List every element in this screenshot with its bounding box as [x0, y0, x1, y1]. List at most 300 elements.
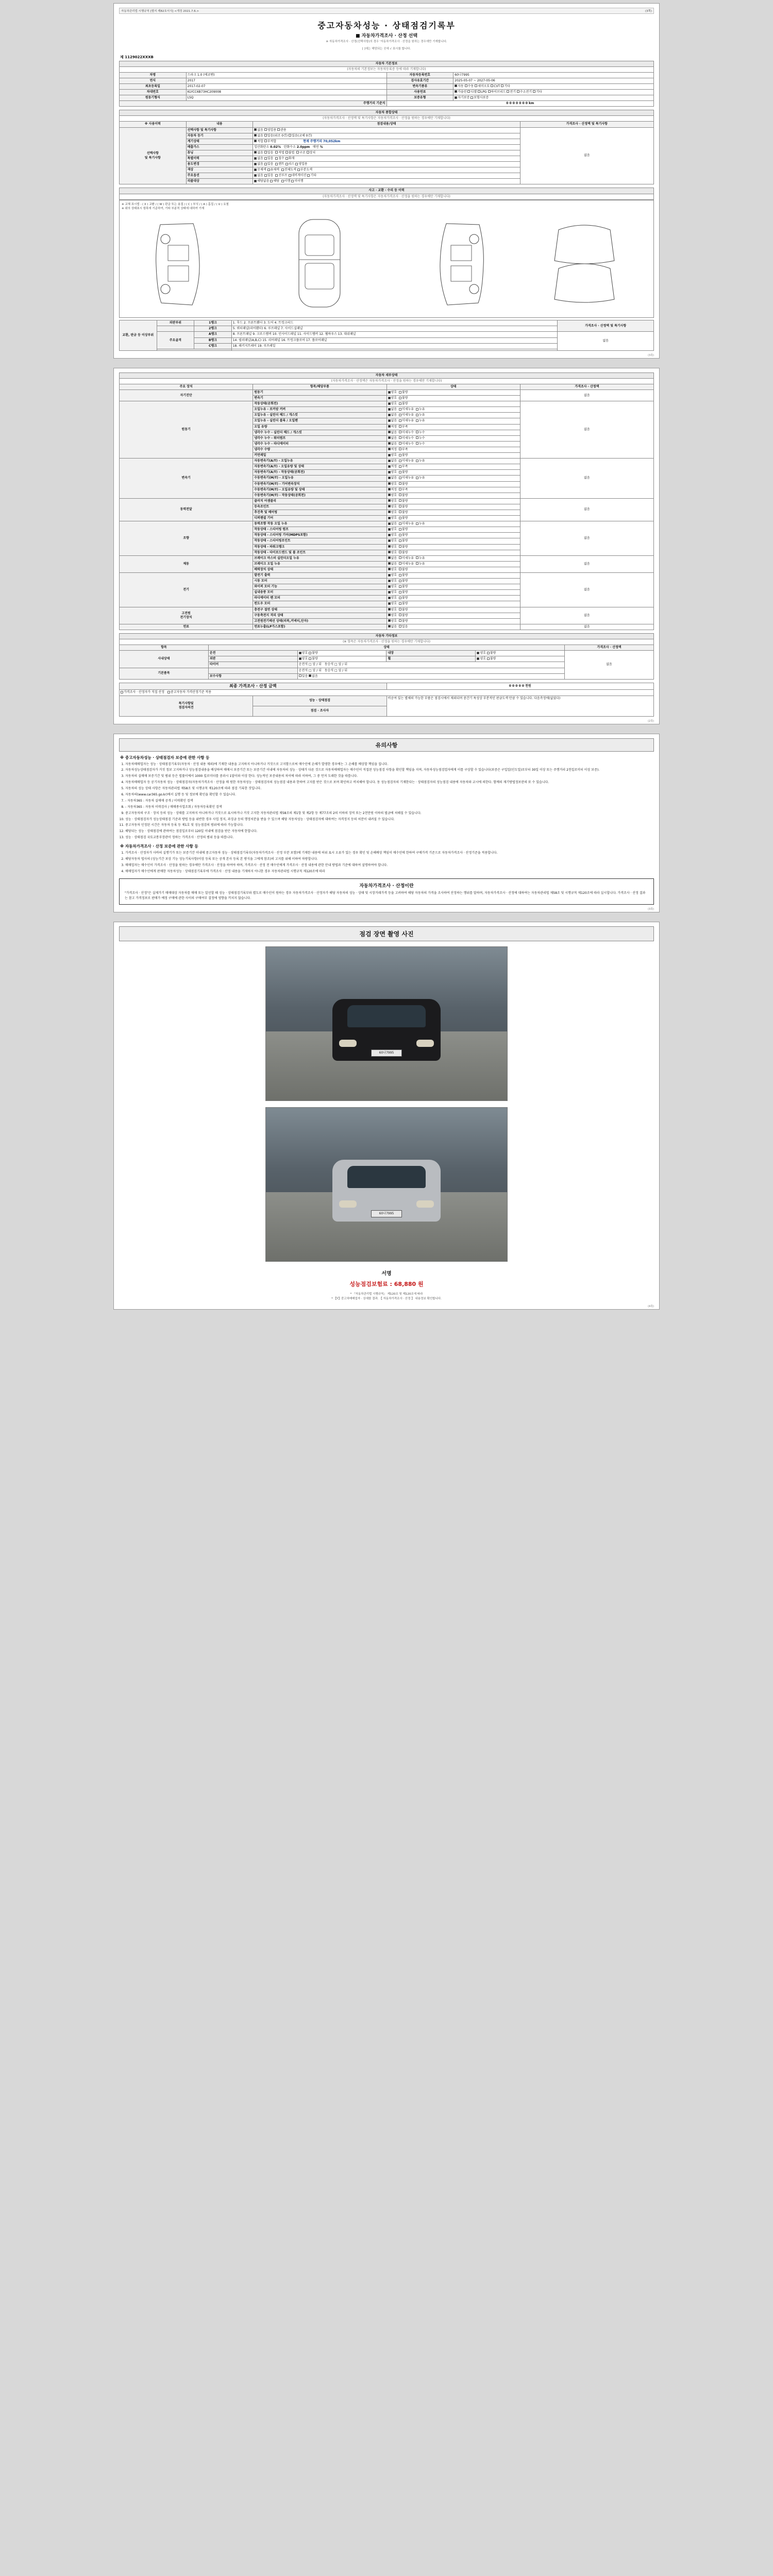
overall-value-special[interactable]: 없음 있음 침수 화재 — [253, 156, 520, 162]
detail-item-options[interactable]: 적정 부족 — [386, 424, 520, 430]
detail-item-options[interactable]: 양호 불량 — [386, 584, 520, 590]
checkbox-4-3-0[interactable] — [388, 539, 391, 542]
checkbox-tuning-structure[interactable] — [296, 151, 299, 154]
overall-value-usechange[interactable]: 없음 있음 렌트 리스 영업용 — [253, 162, 520, 167]
overall-value-cluster[interactable]: 적합 부적합 현재 주행거리 70,052km — [253, 139, 520, 144]
detail-group-note: 없음 — [520, 624, 653, 630]
checkbox-4-2-0[interactable] — [388, 534, 391, 536]
photo-car-rear — [332, 1160, 441, 1222]
detail-item-label: 수동변속기(M/T) - 오일유량 및 상태 — [253, 487, 386, 493]
checkbox-7-2-1[interactable] — [399, 619, 401, 622]
checkbox-4-0-2[interactable] — [416, 522, 418, 525]
checkbox-5-1-0[interactable] — [388, 562, 391, 565]
other-sub-basic — [208, 668, 297, 673]
checkbox-1-5-2[interactable] — [416, 431, 418, 433]
overall-item-emission: 배출가스 — [186, 144, 253, 150]
page-1 — [113, 3, 660, 359]
checkbox-usechange-yes[interactable] — [264, 163, 267, 165]
checkbox-1-9-1[interactable] — [399, 454, 401, 456]
checkbox-repair-no[interactable] — [309, 674, 311, 677]
checkbox-color-chromatic[interactable] — [267, 168, 270, 171]
cross-label-outer: 외판부위 — [157, 320, 194, 326]
checkbox-color-achromatic[interactable] — [254, 168, 257, 171]
overall-value-emission: 일산화탄소 0.02% 탄화수소 2.0ppm 매연 % — [253, 144, 520, 150]
checkbox-special-flood[interactable] — [275, 157, 278, 160]
detail-item-options[interactable]: 없음 미세누유 누유 — [386, 418, 520, 424]
emission-smoke-value: % — [320, 145, 323, 149]
detail-group-label: 조향 — [120, 521, 253, 556]
checkbox-tuning-device[interactable] — [307, 151, 309, 154]
overall-rowlabel-select: 선택사항 및 특기사항 — [120, 127, 187, 184]
checkbox-4-4-1[interactable] — [399, 545, 401, 548]
checkbox-6-3-0[interactable] — [388, 591, 391, 594]
detail-item-options[interactable]: 양호 불량 — [386, 538, 520, 544]
notice-item: 8. - 자동차365 : 자동차 이력검사 / 매매종사업조회 / 자동차등록확인 검색 — [125, 805, 654, 810]
accident-legend-2: ※ 위의 상태표시 항목에 기준하여, 기타 부분적 상태에 대하여 기재 — [122, 207, 205, 211]
checkbox-exterior-bad[interactable] — [309, 657, 311, 660]
detail-item-options[interactable]: 양호 불량 — [386, 527, 520, 533]
detail-item-options[interactable]: 양호 불량 — [386, 579, 520, 584]
checkbox-special-yes[interactable] — [264, 157, 267, 160]
checkbox-1-3-0[interactable] — [388, 419, 391, 422]
checkbox-3-3-1[interactable] — [399, 517, 401, 519]
checkbox-1-5-0[interactable] — [388, 431, 391, 433]
detail-item-label: 브레이크 오일 누유 — [253, 561, 386, 567]
detail-item-options[interactable]: 양호 불량 — [386, 601, 520, 607]
detail-item-options[interactable]: 양호 불량 — [386, 516, 520, 521]
overall-item-options: 주요옵션 — [186, 173, 253, 179]
checkbox-2-3-2[interactable] — [416, 477, 418, 479]
checkbox-4-3-1[interactable] — [399, 539, 401, 542]
detail-item-options[interactable]: 양호 불량 — [386, 510, 520, 515]
basic-section-sub: (자동차의 기본정보는 자동차등록증 등에 따라 기재합니다) — [120, 66, 654, 72]
checkbox-0-1-1[interactable] — [399, 397, 401, 399]
checkbox-4-5-1[interactable] — [399, 551, 401, 553]
checkbox-color-partpaint[interactable] — [297, 168, 300, 171]
checkbox-estimate-standard[interactable] — [167, 691, 170, 693]
detail-item-options[interactable]: 양호 불량 — [386, 533, 520, 538]
other-sub-tire: 타이어 — [208, 662, 297, 668]
overall-value-registration[interactable]: 없음 있음(위조 0건) 있음(교체 0건) — [253, 133, 520, 139]
other-value-driving[interactable]: 양호 불량 — [297, 651, 386, 656]
detail-item-options[interactable]: 없음 미세누수 누수 — [386, 441, 520, 447]
detail-item-label: 윈도우 모터 — [253, 601, 386, 607]
document-number-value: 1129022XXXB — [125, 55, 154, 59]
detail-item-options[interactable]: 양호 불량 — [386, 504, 520, 510]
checkbox-transmission-cvt[interactable] — [491, 84, 493, 87]
checkbox-recall-notdone[interactable] — [291, 180, 294, 182]
checkbox-usechange-commercial[interactable] — [295, 163, 298, 165]
detail-item-options[interactable]: 없음 미세누수 누수 — [386, 435, 520, 441]
checkbox-2-2-1[interactable] — [399, 471, 401, 473]
checkbox-tuning-legal[interactable] — [275, 151, 278, 154]
overall-section-sub: (자동차가격조사 · 산정액 및 특기사항은 자동차가격조사 · 산정을 원하는 경우에만 기재합니다) — [120, 116, 654, 122]
checkbox-2-3-0[interactable] — [388, 477, 391, 479]
checkbox-tuning-none[interactable] — [254, 151, 257, 154]
page3-footer: (3쪽) — [648, 908, 654, 911]
page-number: (3쪽) — [645, 10, 652, 13]
label-carname: 차명 — [120, 72, 187, 78]
signature-label: 서명 — [381, 1271, 392, 1277]
checkbox-special-fire[interactable] — [285, 157, 288, 160]
detail-item-options[interactable]: 양호 불량 — [386, 396, 520, 401]
overall-item-usage: 선택사항 및 특기사항 — [186, 127, 253, 133]
detail-item-options[interactable]: 없음 미세누유 누유 — [386, 413, 520, 418]
checkbox-2-2-0[interactable] — [388, 471, 391, 473]
overall-value-tuning[interactable]: 없음 있음 적법 불법 구조 장치 — [253, 150, 520, 156]
page-subtitle: ■ 자동차가격조사 · 산정 선택 — [355, 33, 418, 39]
checkbox-6-5-1[interactable] — [399, 602, 401, 605]
photo-headlamp-right — [416, 1040, 434, 1047]
checkbox-1-6-2[interactable] — [416, 436, 418, 439]
other-value-repair[interactable]: 있음 없음 — [297, 673, 564, 679]
form-header-bar — [119, 8, 654, 14]
page-3 — [113, 734, 660, 913]
checkbox-1-5-1[interactable] — [399, 431, 401, 433]
checkbox-5-1-2[interactable] — [416, 562, 418, 565]
detail-row — [120, 390, 654, 396]
detail-item-options[interactable]: 없음 미세누수 누수 — [386, 430, 520, 435]
checkbox-usechange-none[interactable] — [254, 163, 257, 165]
overall-item-special: 특별이력 — [186, 156, 253, 162]
checkbox-usechange-lease[interactable] — [285, 163, 288, 165]
checkbox-4-0-1[interactable] — [399, 522, 401, 525]
checkbox-warranty-self[interactable] — [455, 96, 457, 99]
checkbox-options-sunroof[interactable] — [275, 174, 278, 177]
checkbox-1-2-2[interactable] — [416, 414, 418, 416]
detail-item-options[interactable]: 양호 불량 — [386, 613, 520, 618]
checkbox-driving-good[interactable] — [299, 652, 301, 654]
odometer-highlight: 현재 주행거리 70,052km — [303, 139, 341, 143]
detail-item-label: 오일누유 - 실린더 헤드 / 개스킷 — [253, 413, 386, 418]
checkbox-5-2-1[interactable] — [399, 568, 401, 570]
checkbox-5-0-1[interactable] — [399, 556, 401, 559]
checkbox-7-0-0[interactable] — [388, 608, 391, 611]
detail-item-label: 구동축전지 격리 상태 — [253, 613, 386, 618]
detail-item-options[interactable]: 없음 있음 — [386, 624, 520, 630]
checkbox-fuel-etc[interactable] — [533, 90, 535, 93]
checkbox-fuel-hydrogen[interactable] — [517, 90, 519, 93]
detail-item-options[interactable]: 양호 불량 — [386, 470, 520, 476]
checkbox-4-4-0[interactable] — [388, 545, 391, 548]
checkbox-estimate-direct[interactable] — [121, 691, 123, 693]
checkbox-4-0-0[interactable] — [388, 522, 391, 525]
other-value-interior[interactable]: 양호 불량 — [476, 651, 565, 656]
checkbox-1-8-0[interactable] — [388, 448, 391, 450]
other-value-exterior[interactable]: 양호 불량 — [297, 656, 386, 662]
checkbox-options-yes[interactable] — [264, 174, 267, 177]
checkbox-1-2-1[interactable] — [399, 414, 401, 416]
checkbox-5-2-0[interactable] — [388, 568, 391, 570]
checkbox-2-0-0[interactable] — [388, 460, 391, 462]
checkbox-fuel-gasoline[interactable] — [455, 90, 457, 93]
detail-item-options[interactable]: 양호 불량 — [386, 453, 520, 459]
checkbox-recall-yes[interactable] — [270, 180, 273, 182]
detail-item-options[interactable]: 양호 불량 — [386, 481, 520, 487]
checkbox-6-2-1[interactable] — [399, 585, 401, 588]
checkbox-4-5-0[interactable] — [388, 551, 391, 553]
detail-item-options[interactable]: 양호 불량 — [386, 590, 520, 596]
detail-head-0: 주요 장치 — [120, 384, 253, 389]
detail-item-options[interactable]: 양호 불량 — [386, 493, 520, 498]
detail-row — [120, 624, 654, 630]
label-first-reg: 최초등록일 — [120, 83, 187, 89]
checkbox-6-3-1[interactable] — [399, 591, 401, 594]
checkbox-3-3-0[interactable] — [388, 517, 391, 519]
accident-history-table — [119, 188, 654, 199]
checkbox-3-0-0[interactable] — [388, 499, 391, 502]
checkbox-7-1-1[interactable] — [399, 614, 401, 616]
detail-group-label: 자기진단 — [120, 390, 253, 401]
overall-value-usage[interactable]: 없음 영업용 관용 — [253, 127, 520, 133]
notice-item: 1. 가격조사 · 산정자가 사바의 실행기가 또는 보증기간 이내에 중고자동차 성능 · 상태점검기록부(자동차가격조사 · 산정 부분 포함)에 기재한 내용에 허위 표시 오류가 있는 경우 확인 및 손해배상 책임이 매수인에 한하여 구매가격 기준으로 자동차가격조사 · 산정기준을 적용합니다. — [125, 851, 654, 856]
checkbox-options-navigation[interactable] — [289, 174, 291, 177]
checkbox-1-9-0[interactable] — [388, 454, 391, 456]
checkbox-3-2-1[interactable] — [399, 511, 401, 513]
detail-item-options[interactable]: 없음 미세누유 누유 — [386, 521, 520, 527]
checkbox-fuel-lpg[interactable] — [478, 90, 480, 93]
checkbox-2-6-1[interactable] — [399, 494, 401, 496]
checkbox-6-1-0[interactable] — [388, 580, 391, 582]
detail-item-label: 클러치 어셈블리 — [253, 498, 386, 504]
detail-item-options[interactable]: 없음 미세누유 누유 — [386, 555, 520, 561]
checkbox-6-0-0[interactable] — [388, 574, 391, 577]
checkbox-1-3-2[interactable] — [416, 419, 418, 422]
checkbox-2-6-0[interactable] — [388, 494, 391, 496]
checkbox-5-0-2[interactable] — [416, 556, 418, 559]
value-warranty[interactable]: 자기보증 보험사보증 — [453, 95, 654, 101]
overall-value-color[interactable]: 무채색 유채색 전체도색 부분도색 — [253, 167, 520, 173]
car-diagram-right-side — [412, 214, 490, 312]
checkbox-1-4-0[interactable] — [388, 425, 391, 428]
other-sub-interior: 내장 — [386, 651, 476, 656]
checkbox-tuning-yes[interactable] — [264, 151, 267, 154]
page-title: 중고자동차성능 · 상태점검기록부 — [317, 21, 456, 30]
emission-hc-value: 2.0ppm — [296, 145, 310, 149]
checkbox-recall-done[interactable] — [281, 180, 284, 182]
page1-footer: (3쪽) — [648, 353, 654, 357]
checkbox-options-etc[interactable] — [307, 174, 310, 177]
other-sub-wheel: 휠 — [386, 656, 476, 662]
detail-item-options[interactable]: 없음 미세누유 누유 — [386, 561, 520, 567]
checkbox-2-1-0[interactable] — [388, 465, 391, 468]
checkbox-special-none[interactable] — [254, 157, 257, 160]
checkbox-cluster-ok[interactable] — [254, 140, 257, 142]
checkbox-7-1-0[interactable] — [388, 614, 391, 616]
other-head-2: 가격조사 · 산정액 — [565, 645, 654, 651]
photo-car-front — [332, 999, 441, 1061]
checkbox-2-3-1[interactable] — [399, 477, 401, 479]
checkbox-4-1-1[interactable] — [399, 528, 401, 531]
detail-item-options[interactable]: 양호 불량 — [386, 390, 520, 396]
document-number — [120, 55, 654, 60]
checkbox-8-0-1[interactable] — [399, 625, 401, 628]
checkbox-1-6-1[interactable] — [399, 436, 401, 439]
detail-item-options[interactable]: 양호 불량 — [386, 573, 520, 579]
checkbox-3-1-0[interactable] — [388, 505, 391, 507]
checkbox-transmission-auto[interactable] — [455, 84, 457, 87]
checkbox-6-5-0[interactable] — [388, 602, 391, 605]
checkbox-2-0-2[interactable] — [416, 460, 418, 462]
detail-group-note: 없음 — [520, 521, 653, 556]
detail-item-options[interactable]: 양호 불량 — [386, 596, 520, 601]
checkbox-transmission-etc[interactable] — [501, 84, 503, 87]
checkbox-2-4-1[interactable] — [399, 482, 401, 485]
detail-item-label: 오일누유 - 실린더 블록 / 오일팬 — [253, 418, 386, 424]
detail-item-options[interactable]: 양호 불량 — [386, 498, 520, 504]
checkbox-reg-none[interactable] — [254, 134, 257, 137]
estimate-checks[interactable]: 가격조사 · 산정자가 직접 산정 중고자동차 가격산정기준 적용 — [120, 690, 654, 696]
checkbox-1-2-0[interactable] — [388, 414, 391, 416]
checkbox-usage-commercial[interactable] — [264, 128, 267, 131]
checkbox-5-0-0[interactable] — [388, 556, 391, 559]
detail-item-options[interactable]: 양호 불량 — [386, 544, 520, 550]
detail-item-options[interactable]: 적정 부족 — [386, 464, 520, 470]
checkbox-7-0-1[interactable] — [399, 608, 401, 611]
checkbox-transmission-manual[interactable] — [465, 84, 467, 87]
checkbox-fuel-hybrid[interactable] — [488, 90, 491, 93]
accident-cross-table — [119, 320, 654, 350]
checkbox-8-0-0[interactable] — [388, 625, 391, 628]
checkbox-tuning-illegal[interactable] — [285, 151, 288, 154]
checkbox-1-8-1[interactable] — [399, 448, 401, 450]
detail-item-options[interactable]: 적정 부족 — [386, 447, 520, 452]
checkbox-color-fullpaint[interactable] — [281, 168, 284, 171]
notice-item: 7. - 자동차365 : 자동차 실매매 공개 / 이력확인 검색 — [125, 799, 654, 804]
checkbox-wheel-bad[interactable] — [487, 657, 490, 660]
overall-head-0: ※ 사용이력 — [120, 122, 187, 127]
checkbox-3-0-1[interactable] — [399, 499, 401, 502]
checkbox-4-1-0[interactable] — [388, 528, 391, 531]
detail-item-options[interactable]: 없음 미세누유 누유 — [386, 459, 520, 464]
photo-plate-front: 60나7995 — [371, 1049, 402, 1057]
checkbox-cluster-ng[interactable] — [264, 140, 267, 142]
checkbox-0-1-0[interactable] — [388, 397, 391, 399]
cross-desc-1: 1. 후드 2. 프론트휀더 3. 도어 4. 트렁크리드 — [231, 320, 558, 326]
cross-blank-label — [157, 349, 231, 350]
checkbox-1-1-0[interactable] — [388, 408, 391, 411]
checkbox-reg-forged[interactable] — [264, 134, 267, 137]
checkbox-wheel-good[interactable] — [477, 657, 479, 660]
notice-item: 3. 매매업자는 매수인이 가격조사 · 산정을 원하는 경우에만 가격조사 · 산정을 하여야 하며, 가격조사 · 산정 전 매수인에게 가격조사 · 산정 내용에 관한 안내 방법과 기준에 대하여 설명하여야 합니다. — [125, 863, 654, 868]
other-value-wheel[interactable]: 양호 불량 — [476, 656, 565, 662]
checkbox-1-7-1[interactable] — [399, 442, 401, 445]
other-label-basic-items: 기본품목 — [120, 668, 209, 679]
checkbox-transmission-semi[interactable] — [475, 84, 477, 87]
checkbox-4-2-1[interactable] — [399, 534, 401, 536]
other-value-tire[interactable]: 운전석 □ 앞 / 뒤 동승석 □ 앞 / 뒤 — [297, 662, 564, 668]
estimate-title: 최종 가격조사 · 산정 금액 — [120, 683, 387, 690]
other-section-title: 자동차 기타정보 — [120, 633, 654, 639]
detail-group-note: 없음 — [520, 607, 653, 624]
checkbox-2-1-1[interactable] — [399, 465, 401, 468]
checkbox-warranty-insurer[interactable] — [470, 96, 473, 99]
checkbox-usage-government[interactable] — [277, 128, 280, 131]
cross-desc-2: 5. 쿼터패널(리어휀더) 6. 루프패널 7. 사이드실패널 — [231, 326, 558, 332]
detail-item-options[interactable]: 양호 불량 — [386, 618, 520, 624]
checkbox-1-7-2[interactable] — [416, 442, 418, 445]
detail-item-options[interactable]: 적정 부족 — [386, 487, 520, 493]
value-transmission[interactable]: 자동 수동 세미오토 CVT 기타 — [453, 83, 654, 89]
checkbox-0-0-1[interactable] — [399, 391, 401, 394]
other-value-basic[interactable]: 운전석 □ 앞 / 뒤 동승석 □ 앞 / 뒤 — [297, 668, 564, 673]
label-year: 연식 — [120, 78, 187, 83]
checkbox-2-4-0[interactable] — [388, 482, 391, 485]
detail-group-label: 원동기 — [120, 401, 253, 459]
checkbox-6-4-0[interactable] — [388, 597, 391, 599]
page-4 — [113, 922, 660, 1310]
checkbox-1-1-1[interactable] — [399, 408, 401, 411]
label-odometer: 주행거리 기준치 — [120, 101, 387, 107]
checkbox-1-0-0[interactable] — [388, 402, 391, 405]
checkbox-6-2-0[interactable] — [388, 585, 391, 588]
checkbox-fuel-diesel[interactable] — [467, 90, 470, 93]
checkbox-reg-replaced[interactable] — [289, 134, 291, 137]
page-note-2: [ ]에는 해당되는 곳에 √ 표시를 합니다. — [362, 47, 411, 51]
checkbox-6-0-1[interactable] — [399, 574, 401, 577]
checkbox-1-6-0[interactable] — [388, 436, 391, 439]
checkbox-1-4-1[interactable] — [399, 425, 401, 428]
overall-item-usechange: 용도변경 — [186, 162, 253, 167]
checkbox-driving-bad[interactable] — [309, 652, 311, 654]
checkbox-2-5-1[interactable] — [399, 488, 401, 490]
detail-group-label: 연료 — [120, 624, 253, 630]
detail-item-label: 배력장치 상태 — [253, 567, 386, 572]
cross-label-outer-2 — [157, 326, 194, 332]
checkbox-1-1-2[interactable] — [416, 408, 418, 411]
checkbox-6-1-1[interactable] — [399, 580, 401, 582]
value-fuel[interactable]: 가솔린 디젤 LPG 하이브리드 전기 수소전기 기타 — [453, 89, 654, 95]
detail-item-options[interactable]: 없음 미세누유 누유 — [386, 407, 520, 413]
checkbox-1-3-1[interactable] — [399, 419, 401, 422]
detail-item-options[interactable]: 양호 불량 — [386, 550, 520, 555]
checkbox-usechange-rent[interactable] — [275, 163, 278, 165]
checkbox-7-2-0[interactable] — [388, 619, 391, 622]
checkbox-options-none[interactable] — [254, 174, 257, 177]
checkbox-6-4-1[interactable] — [399, 597, 401, 599]
checkbox-5-1-1[interactable] — [399, 562, 401, 565]
checkbox-1-0-1[interactable] — [399, 402, 401, 405]
checkbox-repair-yes[interactable] — [299, 674, 301, 677]
other-note: 없음 — [565, 651, 654, 679]
checkbox-1-7-0[interactable] — [388, 442, 391, 445]
checkbox-3-1-1[interactable] — [399, 505, 401, 507]
detail-item-label: 자동변속기(A/T) - 오일유량 및 상태 — [253, 464, 386, 470]
overall-value-options[interactable]: 없음 있음 선루프 네비게이션 기타 — [253, 173, 520, 179]
checkbox-fuel-electric[interactable] — [507, 90, 509, 93]
checkbox-interior-good[interactable] — [477, 652, 479, 654]
checkbox-2-5-0[interactable] — [388, 488, 391, 490]
checkbox-2-0-1[interactable] — [399, 460, 401, 462]
checkbox-usage-none[interactable] — [254, 128, 257, 131]
detail-item-label: 충전구 절연 상태 — [253, 607, 386, 613]
detail-group-label: 고전원 전기장치 — [120, 607, 253, 624]
overall-value-recall[interactable]: 해당없음 해당 이행 미이행 — [253, 179, 520, 184]
detail-item-options[interactable]: 양호 불량 — [386, 401, 520, 407]
checkbox-recall-na[interactable] — [254, 180, 257, 182]
detail-item-options[interactable]: 없음 미세누유 누유 — [386, 476, 520, 481]
accident-diagram-box — [119, 200, 654, 318]
detail-group-note: 없음 — [520, 390, 653, 401]
notice-list-2 — [125, 851, 654, 874]
overall-state-table — [119, 110, 654, 184]
checkbox-exterior-good[interactable] — [299, 657, 301, 660]
detail-item-options[interactable]: 양호 불량 — [386, 607, 520, 613]
checkbox-3-2-0[interactable] — [388, 511, 391, 513]
checkbox-0-0-0[interactable] — [388, 391, 391, 394]
detail-item-options[interactable]: 양호 불량 — [386, 567, 520, 572]
checkbox-interior-bad[interactable] — [487, 652, 490, 654]
